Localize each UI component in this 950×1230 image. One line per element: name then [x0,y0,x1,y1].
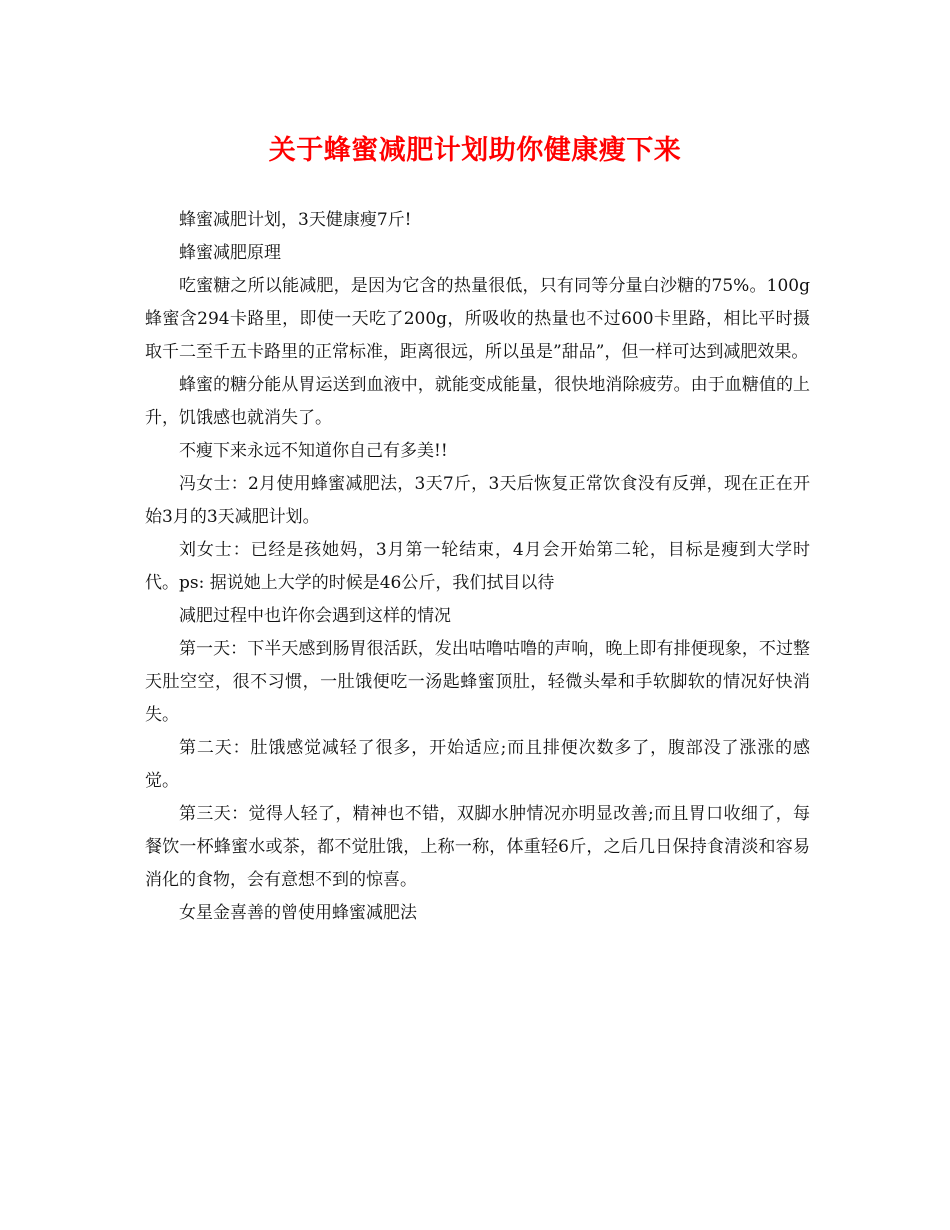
paragraph-day-three: 第三天：觉得人轻了，精神也不错，双脚水肿情况亦明显改善;而且胃口收细了，每餐饮一杯蜂蜜水或茶，都不觉肚饿，上称一称，体重轻6斤，之后几日保持食清淡和容易消化的食物，会有意想不到的惊喜。 [145,804,810,890]
paragraph-process-heading: 减肥过程中也许你会遇到这样的情况 [179,606,451,626]
paragraph-motivation: 不瘦下来永远不知道你自己有多美!! [179,441,448,461]
paragraph-day-one: 第一天：下半天感到肠胃很活跃，发出咕噜咕噜的声响，晚上即有排便现象，不过整天肚空空，很不习惯，一肚饿便吃一汤匙蜂蜜顶肚，轻微头晕和手软脚软的情况好快消失。 [145,639,810,725]
paragraph-testimonial-liu: 刘女士：已经是孩她妈，3月第一轮结束，4月会开始第二轮，目标是瘦到大学时代。ps: 据说她上大学的时候是46公斤，我们拭目以待 [145,540,810,593]
paragraph-intro: 蜂蜜减肥计划，3天健康瘦7斤! [179,210,412,230]
paragraph-celebrity: 女星金喜善的曾使用蜂蜜减肥法 [179,903,417,923]
paragraph-day-two: 第二天：肚饿感觉减轻了很多，开始适应;而且排便次数多了，腹部没了涨涨的感觉。 [145,738,810,791]
document-title: 关于蜂蜜减肥计划助你健康瘦下来 [268,135,682,166]
paragraph-principle-energy: 蜂蜜的糖分能从胃运送到血液中，就能变成能量，很快地消除疲劳。由于血糖值的上升，饥饿感也就消失了。 [145,375,810,428]
paragraph-principle-heading: 蜂蜜减肥原理 [179,243,281,263]
document-body [145,204,810,930]
paragraph-testimonial-feng: 冯女士：2月使用蜂蜜减肥法，3天7斤，3天后恢复正常饮食没有反弹，现在正在开始3月的3天减肥计划。 [145,474,810,527]
paragraph-principle-calories: 吃蜜糖之所以能减肥，是因为它含的热量很低，只有同等分量白沙糖的75%。100g蜂蜜含294卡路里，即使一天吃了200g，所吸收的热量也不过600卡里路，相比平时摄取千二至千五卡路里的正常标准，距离很远，所以虽是”甜品”，但一样可达到减肥效果。 [145,276,810,362]
